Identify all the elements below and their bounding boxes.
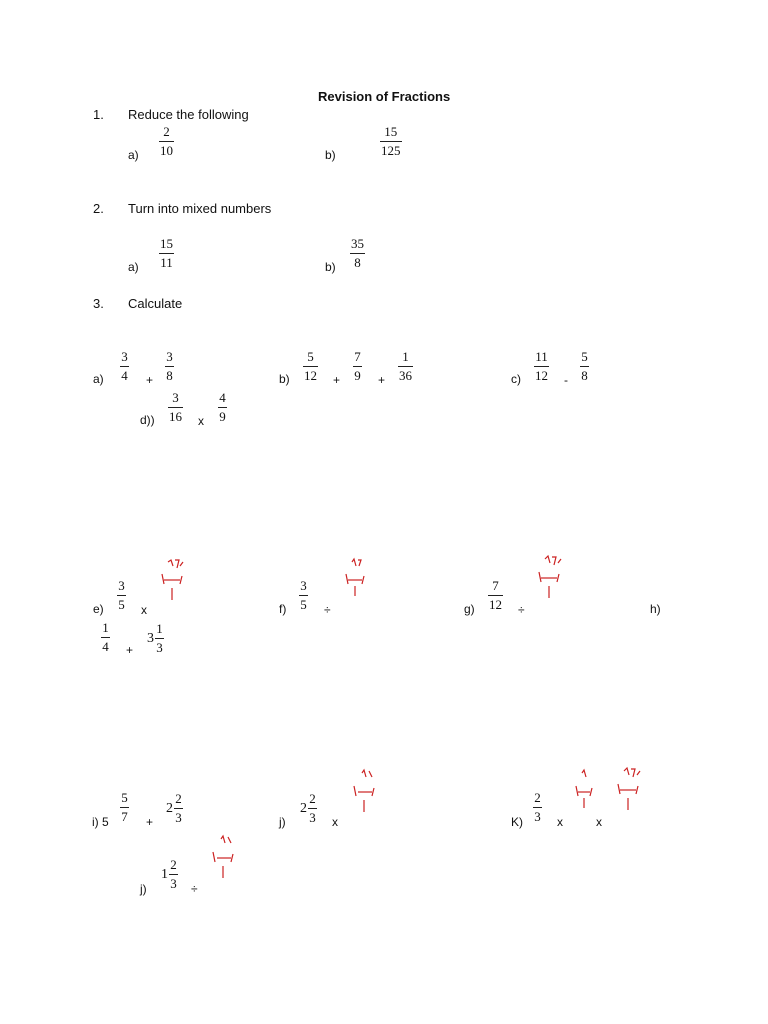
q3d-label: d)) [140, 413, 155, 427]
q3h-label: h) [650, 602, 661, 616]
broken-equation-image [350, 768, 380, 816]
q1a-label: a) [128, 148, 139, 162]
q3d-fraction-2: 4 9 [219, 390, 226, 424]
q3d-fraction-1: 3 16 [169, 390, 182, 424]
q2a-fraction: 15 11 [160, 236, 173, 270]
broken-equation-image [570, 768, 600, 816]
q3i-fraction-1: 5 7 [121, 790, 128, 824]
q3j-label: j) [279, 815, 286, 829]
broken-equation-image [209, 834, 239, 882]
q3c-label: c) [511, 372, 521, 386]
q3f-fraction-1: 3 5 [300, 578, 307, 612]
q2b-label: b) [325, 260, 336, 274]
q3k-label: K) [511, 815, 523, 829]
q1a-fraction: 2 10 [160, 124, 173, 158]
q3b-fraction-1: 5 12 [304, 349, 317, 383]
q3j2-operator-1: ÷ [191, 882, 198, 896]
q1b-fraction: 15 125 [381, 124, 401, 158]
q3i-operator-1: + [146, 815, 154, 829]
q3a-fraction-2: 3 8 [166, 349, 173, 383]
q3i-mixed-number: 2 $\frac{2}{3}$ [166, 791, 182, 825]
q3h-operator-1: + [126, 643, 134, 657]
broken-equation-image [340, 556, 370, 604]
q3j-operator-1: x [332, 815, 338, 829]
q3b-label: b) [279, 372, 290, 386]
q1-instruction: Reduce the following [128, 107, 249, 122]
page-title: Revision of Fractions [318, 89, 451, 104]
q2-instruction: Turn into mixed numbers [128, 201, 272, 216]
q3g-fraction-1: 7 12 [489, 578, 502, 612]
q3k-operator-2: x [596, 815, 602, 829]
q3e-operator-1: x [141, 603, 147, 617]
q3-number: 3. [93, 296, 104, 311]
q3h-fraction-1: 1 4 [102, 620, 109, 654]
q3i-label: i) 5 [92, 815, 109, 829]
q3h-mixed-number: 3 $\frac{1}{3}$ [147, 621, 163, 655]
q3f-label: f) [279, 602, 287, 616]
q3g-label: g) [464, 602, 475, 616]
q3-instruction: Calculate [128, 296, 183, 311]
q2a-label: a) [128, 260, 139, 274]
q3g-operator-1: ÷ [518, 603, 525, 617]
q2b-fraction: 35 8 [351, 236, 364, 270]
q1-number: 1. [93, 107, 104, 122]
q3j2-mixed-number: 1 $\frac{2}{3}$ [161, 857, 177, 891]
broken-equation-image [535, 554, 565, 602]
q3f-operator-1: ÷ [324, 603, 331, 617]
q3b-operator-2: + [378, 373, 386, 387]
q3c-fraction-2: 5 8 [581, 349, 588, 383]
q3a-label: a) [93, 372, 104, 386]
q3c-fraction-1: 11 12 [535, 349, 548, 383]
q2-number: 2. [93, 201, 104, 216]
q3b-operator-1: + [333, 373, 341, 387]
q3b-fraction-2: 7 9 [354, 349, 361, 383]
q3e-label: e) [93, 602, 104, 616]
q3j-mixed-number: 2 $\frac{2}{3}$ [300, 791, 316, 825]
q3k-operator-1: x [557, 815, 563, 829]
q3j2-label: j) [140, 882, 147, 896]
q3d-operator-1: x [198, 414, 204, 428]
broken-equation-image [614, 766, 644, 814]
q3b-fraction-3: 1 36 [399, 349, 412, 383]
q3e-fraction-1: 3 5 [118, 578, 125, 612]
q3c-operator-1: - [564, 373, 568, 387]
q3k-fraction-1: 2 3 [534, 790, 541, 824]
q1b-label: b) [325, 148, 336, 162]
broken-equation-image [158, 556, 188, 604]
q3a-fraction-1: 3 4 [121, 349, 128, 383]
q3a-operator-1: + [146, 373, 154, 387]
